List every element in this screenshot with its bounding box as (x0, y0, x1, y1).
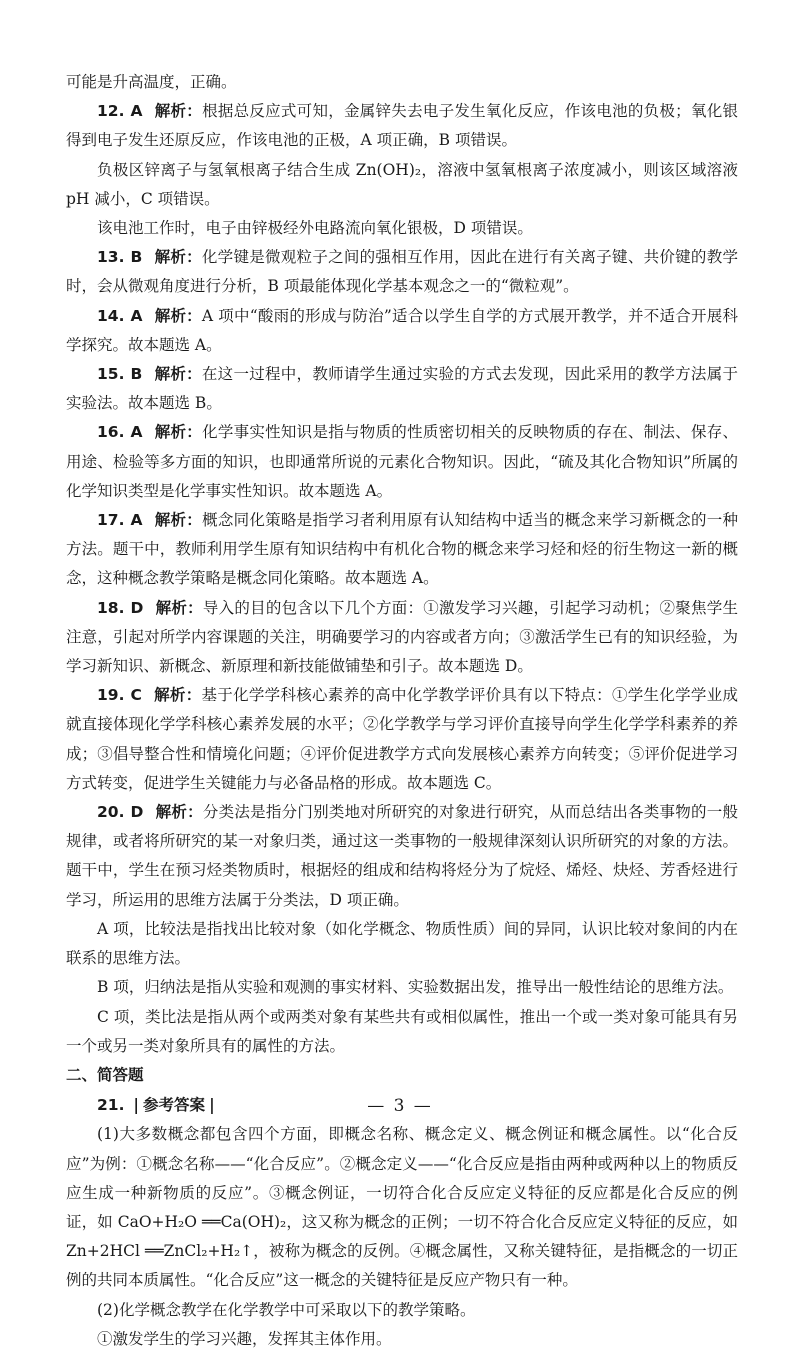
answer-items (66, 97, 738, 1061)
answer-item (66, 302, 738, 360)
item-number: 13. (97, 248, 125, 267)
answer-item (66, 506, 738, 594)
item-number: 17. (97, 511, 125, 530)
item-extra-paragraph: A 项，比较法是指找出比较对象（如化学概念、物质性质）间的异同，认识比较对象间的内在联系的思维方法。 (66, 919, 738, 968)
item-analysis-text: 概念同化策略是指学习者利用原有认知结构中适当的概念来学习新概念的一种方法。题干中，教师利用学生原有知识结构中有机化合物的概念来学习烃和烃的衍生物这一新的概念，这种概念教学策略是概念同化策略。故本题选 A。 (66, 511, 738, 588)
item-analysis-text: 基于化学学科核心素养的高中化学教学评价具有以下特点：①学生化学学业成就直接体现化学学科核心素养发展的水平；②化学教学与学习评价直接导向学生化学学科素养的养成；③倡导整合性和情境化问题；④评价促进教学方式向发展核心素养方向转变；⑤评价促进学习方式转变，促进学生关键能力与必备品格的形成。故本题选 C。 (66, 686, 738, 792)
answer-item (66, 360, 738, 418)
item-analysis-text: 导入的目的包含以下几个方面：①激发学习兴趣，引起学习动机；②聚焦学生注意，引起对所学内容课题的关注，明确要学习的内容或者方向；③激活学生已有的知识经验，为学习新知识、新概念、新原理和新技能做铺垫和引子。故本题选 D。 (66, 598, 738, 676)
item-answer: D (130, 598, 144, 617)
item-answer: A (130, 511, 143, 530)
item-answer: C (130, 686, 142, 705)
item-analysis-label: 解析： (154, 248, 202, 267)
item-analysis-label: 解析： (154, 423, 203, 442)
item-answer: D (130, 803, 144, 822)
answer-item (66, 681, 738, 798)
q21-paragraph-1: (1)大多数概念都包含四个方面，即概念名称、概念定义、概念例证和概念属性。以“化合反应”为例：①概念名称——“化合反应”。②概念定义——“化合反应是指由两种或两种以上的物质反应生成一种新物质的反应”。③概念例证，一切符合化合反应定义特征的反应都是化合反应的例证，如 CaO+H₂O ══Ca(OH)₂，这又称为概念的正例；一切不符合化合反应定义特征的反应，如 Zn+2HCl ══ZnCl₂+H₂↑，被称为概念的反例。④概念属性，又称关键特征，是指概念的一切正例的共同本质属性。“化合反应”这一概念的关键特征是反应产物只有一种。 (66, 1125, 738, 1290)
item-number: 16. (97, 423, 125, 442)
item-answer: A (130, 306, 143, 325)
item-number: 12. (97, 102, 125, 121)
item-analysis-label: 解析： (155, 598, 203, 617)
item-answer: A (130, 423, 143, 442)
q21-paragraph-2: (2)化学概念教学在化学教学中可采取以下的教学策略。 (97, 1300, 476, 1319)
q21-label: 参考答案 (143, 1096, 206, 1115)
page-number: — 3 — (367, 1096, 433, 1116)
bracket-bar-right: | (209, 1095, 215, 1115)
item-analysis-text: 根据总反应式可知，金属锌失去电子发生氧化反应，作该电池的负极；氧化银得到电子发生还原反应，作该电池的正极，A 项正确，B 项错误。 (66, 102, 738, 150)
item-analysis-label: 解析： (154, 511, 203, 530)
item-analysis-text: 化学事实性知识是指与物质的性质密切相关的反映物质的存在、制法、保存、用途、检验等多方面的知识，也即通常所说的元素化合物知识。因此，“硫及其化合物知识”所属的化学知识类型是化学事实性知识。故本题选 A。 (66, 423, 738, 500)
item-answer: A (130, 102, 143, 121)
item-analysis-text: 在这一过程中，教师请学生通过实验的方式去发现，因此采用的教学方法属于实验法。故本题选 B。 (66, 365, 738, 413)
item-extra-paragraph: C 项，类比法是指从两个或两类对象有某些共有或相似属性，推出一个或一类对象可能具有另一个或另一类对象所具有的属性的方法。 (66, 1007, 738, 1055)
item-analysis-label: 解析： (153, 686, 202, 705)
q21-number: 21. (97, 1096, 125, 1115)
continuation-text: 可能是升高温度，正确。 (66, 73, 237, 91)
item-analysis-label: 解析： (154, 306, 202, 325)
item-analysis-text: A 项中“酸雨的形成与防治”适合以学生自学的方式展开教学，并不适合开展科学探究。故本题选 A。 (66, 306, 738, 354)
item-analysis-text: 分类法是指分门别类地对所研究的对象进行研究，从而总结出各类事物的一般规律，或者将所研究的某一对象归类，通过这一类事物的一般规律深刻认识所研究的对象的方法。题干中，学生在预习烃类物质时，根据烃的组成和结构将烃分为了烷烃、烯烃、炔烃、芳香烃进行学习，所运用的思维方法属于分类法，D 项正确。 (66, 803, 738, 909)
item-analysis-text: 化学键是微观粒子之间的强相互作用，因此在进行有关离子键、共价键的教学时，会从微观角度进行分析，B 项最能体现化学基本观念之一的“微粒观”。 (66, 248, 738, 296)
answer-item (66, 798, 738, 915)
item-number: 18. (97, 598, 125, 617)
q21-paragraph-3: ①激发学生的学习兴趣，发挥其主体作用。 (97, 1329, 392, 1348)
answer-item (66, 243, 738, 301)
item-number: 20. (97, 803, 125, 822)
answer-page-content (66, 68, 738, 1354)
item-answer: B (130, 248, 143, 267)
item-number: 14. (97, 306, 125, 325)
answer-item (66, 418, 738, 506)
item-analysis-label: 解析： (155, 803, 203, 822)
answer-item (66, 594, 738, 682)
item-number: 15. (97, 365, 125, 384)
item-extra-paragraph: 负极区锌离子与氢氧根离子结合生成 Zn(OH)₂，溶液中氢氧根离子浓度减小，则该区域溶液 pH 减小，C 项错误。 (66, 160, 738, 208)
item-answer: B (130, 365, 143, 384)
item-extra-paragraph: B 项，归纳法是指从实验和观测的事实材料、实验数据出发，推导出一般性结论的思维方法。 (97, 978, 734, 997)
bracket-bar-left: | (133, 1095, 140, 1115)
answer-item (66, 97, 738, 155)
section-heading: 二、简答题 (66, 1065, 144, 1084)
item-number: 19. (97, 686, 125, 705)
item-analysis-label: 解析： (154, 365, 202, 384)
item-extra-paragraph: 该电池工作时，电子由锌极经外电路流向氧化银极，D 项错误。 (97, 219, 533, 238)
item-analysis-label: 解析： (154, 102, 203, 121)
